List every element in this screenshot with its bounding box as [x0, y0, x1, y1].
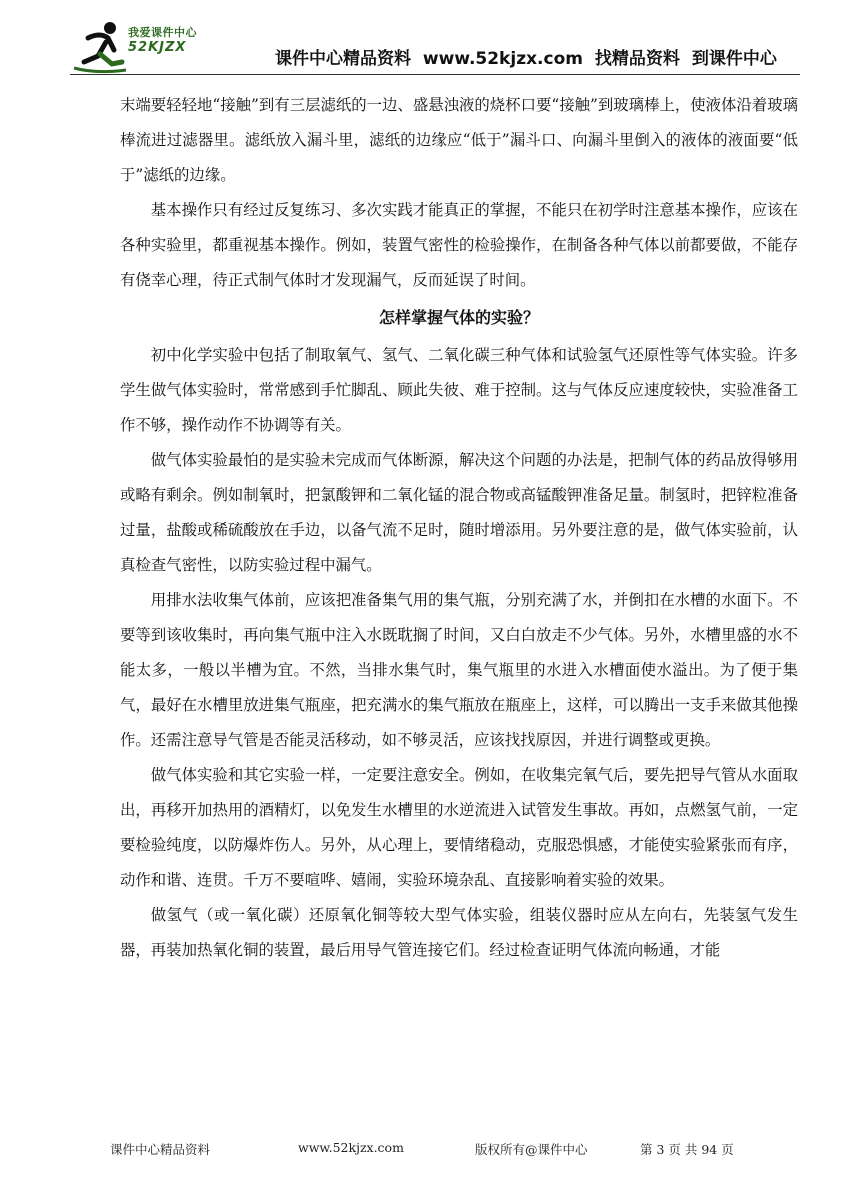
page-number: 第 3 页 共 94 页	[640, 1142, 734, 1157]
page-header	[70, 14, 800, 84]
logo-top-text: 我爱课件中心	[128, 26, 197, 39]
paragraph: 做气体实验和其它实验一样，一定要注意安全。例如，在收集完氧气后，要先把导气管从水面取出，再移开加热用的酒精灯，以免发生水槽里的水逆流进入试管发生事故。再如，点燃氢气前，一定要检验纯度，以防爆炸伤人。另外，从心理上，要情绪稳动，克服恐惧感，才能使实验紧张而有序，动作和谐、连贯。千万不要喧哗、嬉闹，实验环境杂乱、直接影响着实验的效果。	[120, 766, 798, 889]
paragraph: 末端要轻轻地“接触”到有三层滤纸的一边、盛悬浊液的烧杯口要“接触”到玻璃棒上，使液体沿着玻璃棒流进过滤器里。滤纸放入漏斗里，滤纸的边缘应“低于”漏斗口、向漏斗里倒入的液体的液面要“低于”滤纸的边缘。	[120, 96, 798, 184]
footer-copyright: 版权所有@课件中心	[475, 1142, 588, 1157]
footer-left-text: 课件中心精品资料	[110, 1142, 211, 1157]
paragraph: 用排水法收集气体前，应该把准备集气用的集气瓶，分别充满了水，并倒扣在水槽的水面下。不要等到该收集时，再向集气瓶中注入水既耽搁了时间，又白白放走不少气体。另外，水槽里盛的水不能太多，一般以半槽为宜。不然，当排水集气时，集气瓶里的水进入水槽面使水溢出。为了便于集气，最好在水槽里放进集气瓶座，把充满水的集气瓶放在瓶座上，这样，可以腾出一支手来做其他操作。还需注意导气管是否能灵活移动，如不够灵活，应该找找原因，并进行调整或更换。	[120, 591, 798, 749]
logo-bottom-text: 52KJZX	[128, 40, 187, 55]
paragraph: 做气体实验最怕的是实验未完成而气体断源，解决这个问题的办法是，把制气体的药品放得够用或略有剩余。例如制氧时，把氯酸钾和二氧化锰的混合物或高锰酸钾准备足量。制氢时，把锌粒准备过量，盐酸或稀硫酸放在手边，以备气流不足时，随时增添用。另外要注意的是，做气体实验前，认真检查气密性，以防实验过程中漏气。	[120, 451, 798, 574]
paragraph: 初中化学实验中包括了制取氧气、氢气、二氧化碳三种气体和试验氢气还原性等气体实验。许多学生做气体实验时，常常感到手忙脚乱、顾此失彼、难于控制。这与气体反应速度较快，实验准备工作不够，操作动作不协调等有关。	[120, 346, 798, 434]
site-logo	[70, 16, 220, 76]
page-footer	[110, 1140, 760, 1160]
section-heading: 怎样掌握气体的实验？	[378, 308, 539, 327]
footer-site-link[interactable]: www.52kjzx.com	[298, 1140, 404, 1155]
running-figure-icon	[70, 16, 130, 76]
header-title: 课件中心精品资料 www.52kjzx.com 找精品资料 到课件中心	[275, 49, 777, 69]
paragraph: 基本操作只有经过反复练习、多次实践才能真正的掌握，不能只在初学时注意基本操作，应该在各种实验里，都重视基本操作。例如，装置气密性的检验操作，在制备各种气体以前都要做，不能存有侥幸心理，待正式制气体时才发现漏气，反而延误了时间。	[120, 201, 798, 289]
paragraph: 做氢气（或一氧化碳）还原氧化铜等较大型气体实验，组装仪器时应从左向右，先装氢气发生器，再装加热氧化铜的装置，最后用导气管连接它们。经过检查证明气体流向畅通，才能	[120, 906, 798, 959]
document-body	[120, 88, 798, 968]
header-divider	[70, 74, 800, 75]
